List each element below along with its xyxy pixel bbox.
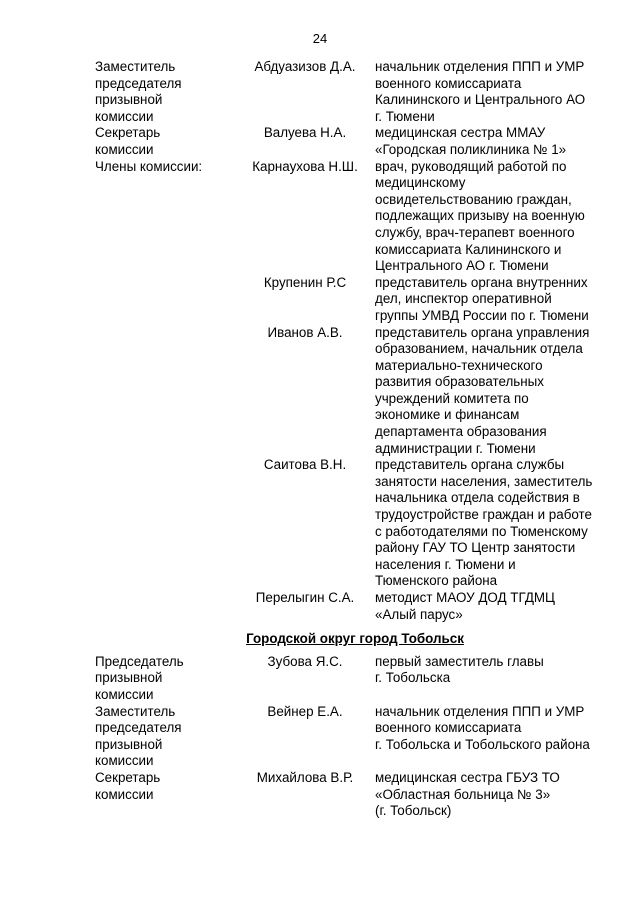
commission-list: [95, 59, 615, 820]
person-name: Перелыгин С.А.: [255, 590, 355, 605]
role-label: Заместитель председателя призывной комиссии: [95, 59, 182, 124]
role-label: Секретарь комиссии: [95, 769, 161, 802]
role-label: Члены комиссии:: [95, 158, 203, 174]
position-description: начальник отделения ППП и УМР военного комиссариата Калининского и Центрального АО г. Тюмени: [375, 59, 586, 124]
position-description: представитель органа внутренних дел, инспектор оперативной группы УМВД России по г. Тюмени: [375, 274, 589, 323]
person-name: Валуева Н.А.: [263, 125, 347, 141]
commission-row: [95, 275, 615, 325]
commission-row: [95, 457, 615, 590]
position-description: медицинская сестра ММАУ «Городская поликлиника № 1»: [375, 125, 567, 157]
person-name: Карнаухова Н.Ш.: [252, 158, 358, 174]
commission-row: [95, 704, 615, 770]
position-description: первый заместитель главы г. Тобольска: [375, 653, 544, 686]
person-name: Михайлова В.Р.: [256, 769, 354, 785]
commission-row: [95, 159, 615, 275]
section-heading: Городской округ город Тобольск: [246, 631, 464, 647]
commission-row: [95, 59, 615, 125]
person-name: Иванов А.В.: [267, 324, 343, 340]
person-name: Зубова Я.С.: [267, 653, 343, 669]
commission-row: [95, 590, 615, 623]
person-name: Вейнер Е.А.: [267, 703, 343, 719]
page-number: 24: [312, 31, 328, 46]
role-label: Председатель призывной комиссии: [95, 653, 184, 702]
position-description: начальник отделения ППП и УМР военного комиссариата г. Тобольска и Тобольского района: [375, 703, 590, 752]
person-name: Саитова В.Н.: [263, 457, 347, 473]
position-description: представитель органа службы занятости населения, заместитель начальника отдела содействия в трудоустройстве граждан и работе с работодателями по Тюменскому району ГАУ ТО Центр занятости населения г. Тюмени и Тюменского района: [375, 457, 593, 589]
position-description: медицинская сестра ГБУЗ ТО «Областная больница № 3» (г. Тобольск): [375, 769, 560, 819]
role-label: Секретарь комиссии: [95, 125, 161, 157]
person-name: Крупенин Р.С: [263, 274, 347, 290]
commission-row: [95, 770, 615, 820]
position-description: врач, руководящий работой по медицинскому освидетельствованию граждан, подлежащих призыву на военную службу, врач-терапевт военного комиссариата Калининского и Центрального АО г. Тюмени: [375, 158, 585, 274]
person-name: Абдуазизов Д.А.: [254, 59, 356, 74]
role-label: Заместитель председателя призывной комиссии: [95, 703, 182, 769]
position-description: методист МАОУ ДОД ТГДМЦ «Алый парус»: [375, 590, 555, 622]
commission-row: [95, 125, 615, 158]
position-description: представитель органа управления образованием, начальник отдела материально-технического развития образовательных учреждений комитета по экономике и финансам департамента образования администрации г. Тюмени: [375, 324, 590, 456]
commission-row: [95, 654, 615, 704]
commission-row: [95, 325, 615, 458]
